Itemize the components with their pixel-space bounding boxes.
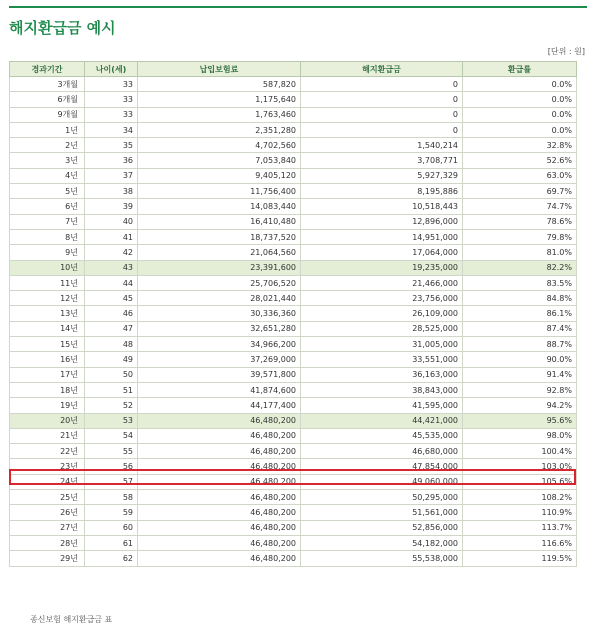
table-cell: 23,756,000 xyxy=(301,291,463,306)
table-cell: 84.8% xyxy=(463,291,577,306)
table-cell: 1년 xyxy=(10,122,85,137)
table-cell: 18,737,520 xyxy=(138,229,301,244)
table-cell: 45,535,000 xyxy=(301,428,463,443)
table-cell: 0.0% xyxy=(463,92,577,107)
table-cell: 38 xyxy=(85,184,138,199)
table-row xyxy=(10,92,577,107)
table-cell: 18년 xyxy=(10,382,85,397)
table-cell: 59 xyxy=(85,505,138,520)
table-cell: 35 xyxy=(85,138,138,153)
table-row xyxy=(10,382,577,397)
table-cell: 28년 xyxy=(10,535,85,550)
table-cell: 52,856,000 xyxy=(301,520,463,535)
table-cell: 46,480,200 xyxy=(138,474,301,489)
table-cell: 8년 xyxy=(10,229,85,244)
table-cell: 11년 xyxy=(10,275,85,290)
table-cell: 43 xyxy=(85,260,138,275)
table-cell: 9개월 xyxy=(10,107,85,122)
table-row xyxy=(10,275,577,290)
table-row xyxy=(10,168,577,183)
table-cell: 47 xyxy=(85,321,138,336)
table-cell: 56 xyxy=(85,459,138,474)
table-cell: 90.0% xyxy=(463,352,577,367)
table-cell: 46,680,000 xyxy=(301,444,463,459)
table-cell: 86.1% xyxy=(463,306,577,321)
table-cell: 2,351,280 xyxy=(138,122,301,137)
table-cell: 15년 xyxy=(10,337,85,352)
table-cell: 39,571,800 xyxy=(138,367,301,382)
table-cell: 110.9% xyxy=(463,505,577,520)
table-row xyxy=(10,306,577,321)
table-cell: 23년 xyxy=(10,459,85,474)
table-cell: 587,820 xyxy=(138,77,301,92)
table-cell: 0.0% xyxy=(463,122,577,137)
table-cell: 42 xyxy=(85,245,138,260)
table-cell: 23,391,600 xyxy=(138,260,301,275)
table-cell: 0 xyxy=(301,92,463,107)
table-cell: 40 xyxy=(85,214,138,229)
table-cell: 16,410,480 xyxy=(138,214,301,229)
unit-label: [단위 : 원] xyxy=(547,47,585,56)
table-cell: 6개월 xyxy=(10,92,85,107)
table-cell: 51 xyxy=(85,382,138,397)
table-cell: 10년 xyxy=(10,260,85,275)
table-cell: 0.0% xyxy=(463,77,577,92)
table-cell: 105.6% xyxy=(463,474,577,489)
table-row xyxy=(10,337,577,352)
table-cell: 87.4% xyxy=(463,321,577,336)
table-cell: 47,854,000 xyxy=(301,459,463,474)
table-cell: 50 xyxy=(85,367,138,382)
table-cell: 46,480,200 xyxy=(138,459,301,474)
table-cell: 46,480,200 xyxy=(138,444,301,459)
table-cell: 36,163,000 xyxy=(301,367,463,382)
table-cell: 100.4% xyxy=(463,444,577,459)
table-cell: 2년 xyxy=(10,138,85,153)
table-cell: 119.5% xyxy=(463,551,577,566)
table-cell: 12년 xyxy=(10,291,85,306)
table-cell: 4,702,560 xyxy=(138,138,301,153)
table-cell: 27년 xyxy=(10,520,85,535)
table-cell: 95.6% xyxy=(463,413,577,428)
table-cell: 14년 xyxy=(10,321,85,336)
table-cell: 44 xyxy=(85,275,138,290)
table-cell: 28,021,440 xyxy=(138,291,301,306)
table-cell: 34,966,200 xyxy=(138,337,301,352)
page-title: 해지환급금 예시 xyxy=(9,19,116,37)
table-cell: 36 xyxy=(85,153,138,168)
table-cell: 46,480,200 xyxy=(138,428,301,443)
table-cell: 81.0% xyxy=(463,245,577,260)
column-header: 해지환급금 xyxy=(301,62,463,77)
table-cell: 25년 xyxy=(10,490,85,505)
column-header: 나이(세) xyxy=(85,62,138,77)
table-cell: 41,595,000 xyxy=(301,398,463,413)
table-row xyxy=(10,199,577,214)
table-row xyxy=(10,122,577,137)
table-row xyxy=(10,184,577,199)
table-cell: 21,064,560 xyxy=(138,245,301,260)
refund-table xyxy=(9,61,577,567)
table-cell: 13년 xyxy=(10,306,85,321)
table-cell: 20년 xyxy=(10,413,85,428)
table-cell: 49 xyxy=(85,352,138,367)
column-header: 경과기간 xyxy=(10,62,85,77)
table-cell: 17년 xyxy=(10,367,85,382)
table-cell: 55,538,000 xyxy=(301,551,463,566)
table-cell: 14,951,000 xyxy=(301,229,463,244)
table-header-row xyxy=(10,62,577,77)
table-cell: 26,109,000 xyxy=(301,306,463,321)
table-cell: 9년 xyxy=(10,245,85,260)
table-cell: 8,195,886 xyxy=(301,184,463,199)
table-cell: 34 xyxy=(85,122,138,137)
table-cell: 78.6% xyxy=(463,214,577,229)
table-row xyxy=(10,367,577,382)
table-cell: 46 xyxy=(85,306,138,321)
table-row xyxy=(10,229,577,244)
table-cell: 9,405,120 xyxy=(138,168,301,183)
table-cell: 54,182,000 xyxy=(301,535,463,550)
table-cell: 14,083,440 xyxy=(138,199,301,214)
table-cell: 52.6% xyxy=(463,153,577,168)
table-caption: 종신보험 해지환급금 표 xyxy=(30,615,113,624)
table-cell: 55 xyxy=(85,444,138,459)
table-cell: 37,269,000 xyxy=(138,352,301,367)
table-row xyxy=(10,490,577,505)
table-cell: 58 xyxy=(85,490,138,505)
table-row xyxy=(10,520,577,535)
table-row xyxy=(10,535,577,550)
table-cell: 51,561,000 xyxy=(301,505,463,520)
table-cell: 69.7% xyxy=(463,184,577,199)
table-cell: 3,708,771 xyxy=(301,153,463,168)
table-cell: 45 xyxy=(85,291,138,306)
table-cell: 98.0% xyxy=(463,428,577,443)
table-cell: 12,896,000 xyxy=(301,214,463,229)
table-cell: 29년 xyxy=(10,551,85,566)
table-cell: 25,706,520 xyxy=(138,275,301,290)
table-cell: 33 xyxy=(85,92,138,107)
table-row xyxy=(10,352,577,367)
table-cell: 46,480,200 xyxy=(138,505,301,520)
table-row xyxy=(10,138,577,153)
table-cell: 54 xyxy=(85,428,138,443)
table-cell: 92.8% xyxy=(463,382,577,397)
table-row xyxy=(10,413,577,428)
table-cell: 108.2% xyxy=(463,490,577,505)
table-row xyxy=(10,551,577,566)
table-row xyxy=(10,321,577,336)
title-rule xyxy=(9,6,587,8)
table-cell: 38,843,000 xyxy=(301,382,463,397)
column-header: 납입보험료 xyxy=(138,62,301,77)
table-cell: 32.8% xyxy=(463,138,577,153)
table-cell: 32,651,280 xyxy=(138,321,301,336)
table-cell: 94.2% xyxy=(463,398,577,413)
table-cell: 21년 xyxy=(10,428,85,443)
table-row xyxy=(10,398,577,413)
table-cell: 11,756,400 xyxy=(138,184,301,199)
table-cell: 26년 xyxy=(10,505,85,520)
table-cell: 53 xyxy=(85,413,138,428)
table-cell: 1,763,460 xyxy=(138,107,301,122)
table-cell: 116.6% xyxy=(463,535,577,550)
table-cell: 33,551,000 xyxy=(301,352,463,367)
table-body xyxy=(10,77,577,567)
table-cell: 24년 xyxy=(10,474,85,489)
table-cell: 46,480,200 xyxy=(138,490,301,505)
table-cell: 3년 xyxy=(10,153,85,168)
table-cell: 46,480,200 xyxy=(138,551,301,566)
table-row xyxy=(10,291,577,306)
table-cell: 22년 xyxy=(10,444,85,459)
table-cell: 88.7% xyxy=(463,337,577,352)
table-row xyxy=(10,474,577,489)
table-row xyxy=(10,153,577,168)
table-cell: 74.7% xyxy=(463,199,577,214)
table-cell: 37 xyxy=(85,168,138,183)
table-cell: 0 xyxy=(301,77,463,92)
table-cell: 63.0% xyxy=(463,168,577,183)
table-cell: 28,525,000 xyxy=(301,321,463,336)
table-cell: 83.5% xyxy=(463,275,577,290)
table-cell: 30,336,360 xyxy=(138,306,301,321)
table-cell: 52 xyxy=(85,398,138,413)
table-cell: 0 xyxy=(301,122,463,137)
table-cell: 44,177,400 xyxy=(138,398,301,413)
table-row xyxy=(10,245,577,260)
table-cell: 19년 xyxy=(10,398,85,413)
table-cell: 33 xyxy=(85,77,138,92)
table-cell: 50,295,000 xyxy=(301,490,463,505)
table-cell: 4년 xyxy=(10,168,85,183)
table-cell: 57 xyxy=(85,474,138,489)
table-row xyxy=(10,260,577,275)
table-row xyxy=(10,214,577,229)
column-header: 환급률 xyxy=(463,62,577,77)
table-cell: 19,235,000 xyxy=(301,260,463,275)
table-cell: 7년 xyxy=(10,214,85,229)
table-cell: 103.0% xyxy=(463,459,577,474)
table-cell: 39 xyxy=(85,199,138,214)
table-cell: 79.8% xyxy=(463,229,577,244)
table-cell: 61 xyxy=(85,535,138,550)
table-cell: 16년 xyxy=(10,352,85,367)
table-cell: 46,480,200 xyxy=(138,535,301,550)
table-row xyxy=(10,77,577,92)
table-cell: 46,480,200 xyxy=(138,520,301,535)
table-cell: 1,540,214 xyxy=(301,138,463,153)
table-cell: 5년 xyxy=(10,184,85,199)
table-cell: 82.2% xyxy=(463,260,577,275)
table-cell: 0 xyxy=(301,107,463,122)
table-cell: 1,175,640 xyxy=(138,92,301,107)
table-row xyxy=(10,505,577,520)
table-cell: 91.4% xyxy=(463,367,577,382)
table-cell: 113.7% xyxy=(463,520,577,535)
table-cell: 17,064,000 xyxy=(301,245,463,260)
table-cell: 41 xyxy=(85,229,138,244)
table-row xyxy=(10,459,577,474)
table-cell: 33 xyxy=(85,107,138,122)
table-cell: 0.0% xyxy=(463,107,577,122)
table-cell: 31,005,000 xyxy=(301,337,463,352)
table-cell: 49,060,000 xyxy=(301,474,463,489)
table-cell: 60 xyxy=(85,520,138,535)
table-cell: 7,053,840 xyxy=(138,153,301,168)
table-cell: 44,421,000 xyxy=(301,413,463,428)
table-row xyxy=(10,107,577,122)
table-row xyxy=(10,428,577,443)
table-cell: 48 xyxy=(85,337,138,352)
table-cell: 6년 xyxy=(10,199,85,214)
table-cell: 3개월 xyxy=(10,77,85,92)
table-cell: 46,480,200 xyxy=(138,413,301,428)
table-cell: 21,466,000 xyxy=(301,275,463,290)
table-row xyxy=(10,444,577,459)
table-cell: 5,927,329 xyxy=(301,168,463,183)
table-cell: 10,518,443 xyxy=(301,199,463,214)
table-cell: 62 xyxy=(85,551,138,566)
table-cell: 41,874,600 xyxy=(138,382,301,397)
